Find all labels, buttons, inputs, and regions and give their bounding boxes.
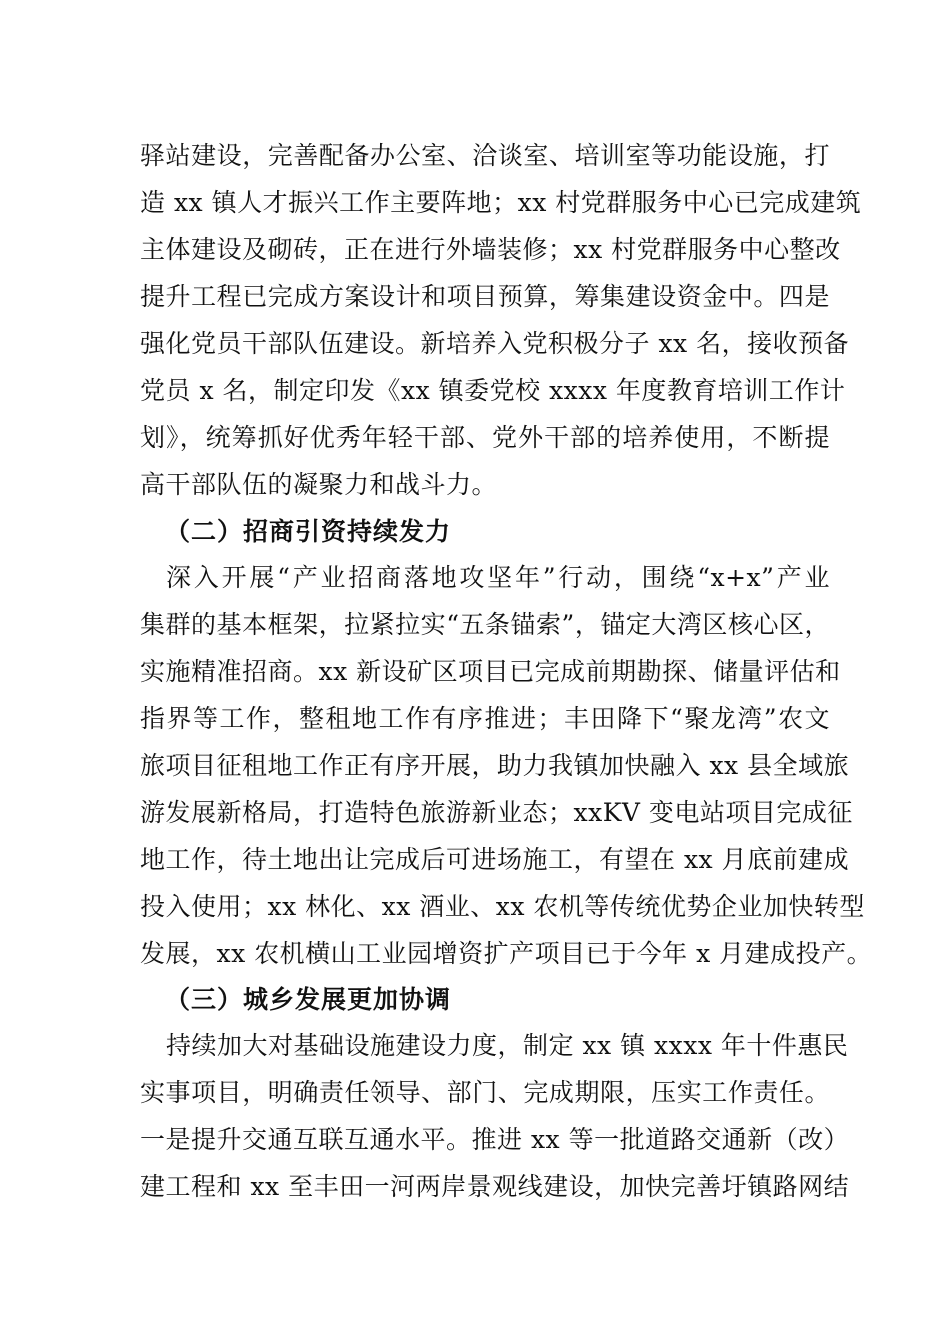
- text-line: 主体建设及砌砖，正在进行外墙装修；xx 村党群服务中心整改: [140, 235, 841, 264]
- text-line: 划》，统筹抓好优秀年轻干部、党外干部的培养使用，不断提: [140, 423, 830, 452]
- text-line: 实事项目，明确责任领导、部门、完成期限，压实工作责任。: [140, 1078, 830, 1107]
- text-line: 实施精准招商。xx 新设矿区项目已完成前期勘探、储量评估和: [140, 657, 841, 686]
- text-line: 指界等工作，整租地工作有序推进；丰田降下“聚龙湾”农文: [140, 704, 830, 733]
- text-line: 集群的基本框架，拉紧拉实“五条锚索”，锚定大湾区核心区，: [140, 610, 830, 639]
- text-line: 党员 x 名，制定印发《xx 镇委党校 xxxx 年度教育培训工作计: [140, 376, 846, 405]
- text-line: 造 xx 镇人才振兴工作主要阵地；xx 村党群服务中心已完成建筑: [140, 188, 862, 217]
- text-line: 高干部队伍的凝聚力和战斗力。: [140, 470, 498, 499]
- section-heading-investment: （二）招商引资持续发力: [165, 517, 452, 546]
- text-line: 地工作，待土地出让完成后可进场施工，有望在 xx 月底前建成: [140, 845, 850, 874]
- text-line: 建工程和 xx 至丰田一河两岸景观线建设，加快完善圩镇路网结: [140, 1172, 850, 1201]
- text-line: 驿站建设，完善配备办公室、洽谈室、培训室等功能设施，打: [140, 141, 830, 170]
- text-line: 提升工程已完成方案设计和项目预算，筹集建设资金中。四是: [140, 282, 830, 311]
- text-line: 游发展新格局，打造特色旅游新业态；xxKV 变电站项目完成征: [140, 798, 853, 827]
- text-line: 一是提升交通互联互通水平。推进 xx 等一批道路交通新（改）: [140, 1125, 850, 1154]
- section-heading-urban-rural: （三）城乡发展更加协调: [165, 985, 452, 1014]
- text-line: 投入使用；xx 林化、xx 酒业、xx 农机等传统优势企业加快转型: [140, 892, 865, 921]
- text-line: 深入开展“产业招商落地攻坚年”行动，围绕“x+x”产业: [166, 563, 830, 592]
- text-line: 旅项目征租地工作正有序开展，助力我镇加快融入 xx 县全域旅: [140, 751, 850, 780]
- text-line: 持续加大对基础设施建设力度，制定 xx 镇 xxxx 年十件惠民: [166, 1031, 849, 1060]
- text-line: 强化党员干部队伍建设。新培养入党积极分子 xx 名，接收预备: [140, 329, 850, 358]
- text-line: 发展，xx 农机横山工业园增资扩产项目已于今年 x 月建成投产。: [140, 939, 873, 968]
